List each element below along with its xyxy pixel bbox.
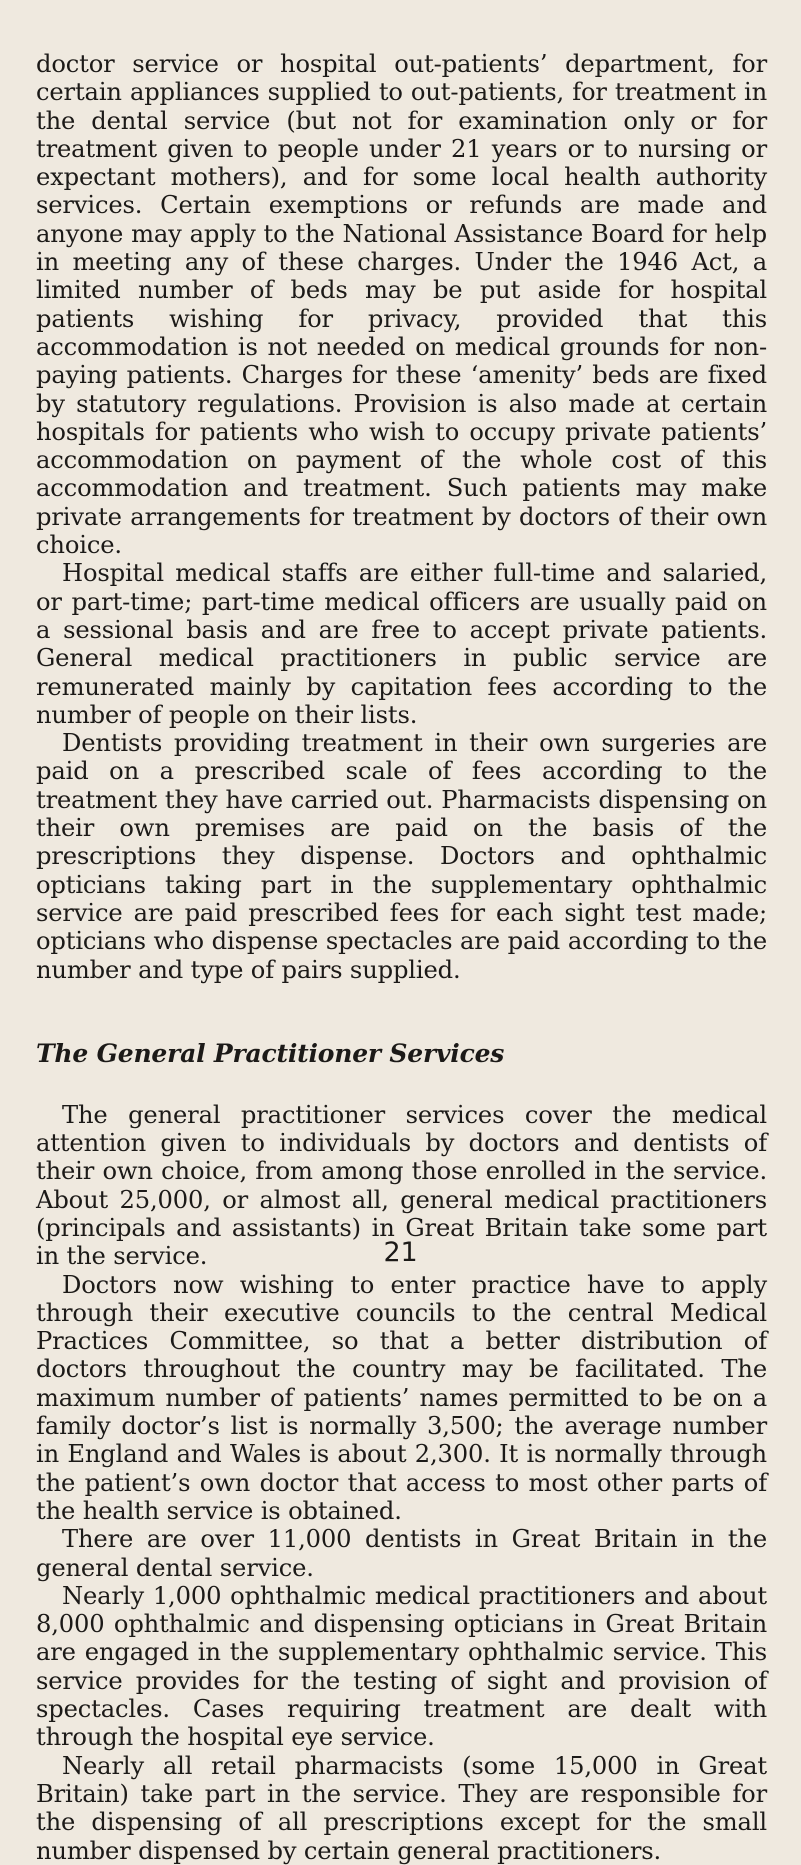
paragraph-dentists-pharmacists: Dentists providing treatment in their own surgeries are paid on a prescribed scale of fees according to the treatment they have carried out. Pharmacists dispensing on their own premises are paid on the basis of the prescriptions they dispense. Doctors and ophthalmic opticians taking part in the supplementary ophthalmic service are paid prescribed fees for each sight test made; opticians who dispense spectacles are paid according to the number and type of pairs supplied. — [36, 729, 767, 984]
section-heading: The General Practitioner Services — [36, 1038, 505, 1068]
paragraph-pharmacists: Nearly all retail pharmacists (some 15,000 in Great Britain) take part in the service. They are responsible for the dispensing of all prescriptions except for the small number dispensed by certain general practitioners. — [36, 1751, 767, 1865]
paragraph-medical-staffs: Hospital medical staffs are either full-time and salaried, or part-time; part-time medical officers are usually paid on a sessional basis and are free to accept private patients. General medical practitioners in public service are remunerated mainly by capitation fees according to the number of people on their lists. — [36, 559, 767, 729]
paragraph-charges: doctor service or hospital out-patients’ department, for certain appliances supplied to out-patients, for treatment in the dental service (but not for examination only or for treatment given to people under 21 years or to nursing or expectant mothers), and for some local health authority services. Certain exemptions or refunds are made and anyone may apply to the National Assistance Board for help in meeting any of these charges. Under the 1946 Act, a limited number of beds may be put aside for hospital patients wishing for privacy, provided that this accommodation is not needed on medical grounds for non-paying patients. Charges for these ‘amenity’ beds are fixed by statutory regulations. Provision is also made at certain hospitals for patients who wish to occupy private patients’ accommodation on payment of the whole cost of this accommodation and treatment. Such patients may make private arrangements for treatment by doctors of their own choice. — [36, 50, 767, 560]
paragraph-doctors-practice: Doctors now wishing to enter practice have to apply through their executive councils to the central Medical Practices Committee, so that a better distribution of doctors throughout the country may be facilitated. The maximum number of patients’ names permitted to be on a family doctor’s list is normally 3,500; the average number in England and Wales is about 2,300. It is normally through the patient’s own doctor that access to most other parts of the health service is obtained. — [36, 1270, 767, 1525]
paragraph-gp-services: The general practitioner services cover the medical attention given to individuals by doctors and dentists of their own choice, from among those enrolled in the service. About 25,000, or almost all, general medical practitioners (principals and assistants) in Great Britain take some part in the service. — [36, 1100, 767, 1271]
paragraph-dentists-count: There are over 11,000 dentists in Great Britain in the general dental service. — [36, 1525, 767, 1582]
page-number: 21 — [383, 1237, 418, 1268]
paragraph-ophthalmic: Nearly 1,000 ophthalmic medical practitioners and about 8,000 ophthalmic and dispensing opticians in Great Britain are engaged in the supplementary ophthalmic service. This service provides for the testing of sight and provision of spectacles. Cases requiring treatment are dealt with through the hospital eye service. — [36, 1581, 767, 1752]
